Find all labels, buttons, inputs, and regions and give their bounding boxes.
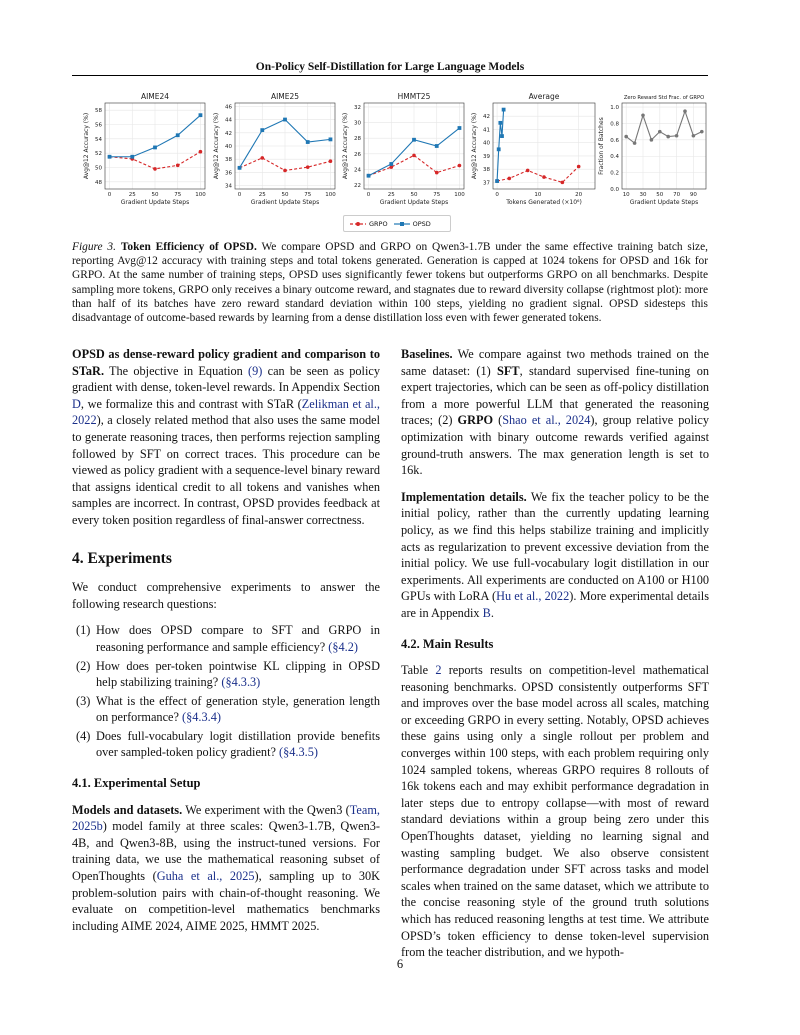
data-point (658, 130, 662, 134)
x-tick-label: 50 (410, 192, 418, 198)
research-question (72, 622, 380, 655)
data-point (283, 118, 287, 122)
data-point (692, 134, 696, 138)
data-point (176, 133, 180, 137)
x-tick-label: 70 (673, 192, 681, 198)
caption-title: Token Efficiency of OPSD. (120, 241, 257, 253)
text-span: We experiment with the Qwen3 ( (185, 802, 350, 817)
chart-title: AIME25 (270, 92, 300, 101)
x-tick-label: 90 (689, 192, 697, 198)
data-point (641, 113, 645, 117)
data-point (458, 126, 462, 130)
header-rule (72, 75, 708, 76)
data-point (666, 135, 670, 139)
y-tick-label: 41 (483, 127, 490, 134)
right-column (401, 346, 709, 971)
y-tick-label: 48 (95, 179, 102, 186)
y-tick-label: 40 (483, 140, 490, 147)
x-tick-label: 0 (366, 192, 371, 198)
x-tick-label: 25 (258, 192, 266, 198)
citation-link[interactable]: Guha et al., 2025 (156, 869, 255, 884)
legend-grpo-swatch (350, 221, 366, 227)
data-point (502, 108, 506, 112)
question-text: What is the effect of generation style, generation length on performance? (96, 693, 380, 725)
y-tick-label: 44 (225, 117, 232, 124)
y-tick-label: 56 (95, 122, 102, 129)
y-tick-label: 58 (95, 108, 102, 115)
figure-3-charts (72, 86, 712, 214)
legend-item-opsd (394, 220, 431, 228)
running-head: On-Policy Self-Distillation for Large Language Models (255, 61, 525, 73)
y-tick-label: 22 (354, 183, 361, 190)
paragraph-heading: Baselines. (401, 347, 453, 361)
y-tick-label: 37 (483, 180, 490, 187)
subsection-heading: 4.2. Main Results (401, 636, 494, 651)
data-point (526, 169, 530, 173)
text-span: Table (401, 663, 436, 678)
x-tick-label: 100 (195, 192, 206, 198)
x-tick-label: 10 (622, 192, 630, 198)
x-axis-label: Gradient Update Steps (250, 199, 320, 206)
x-axis-label: Gradient Update Steps (629, 199, 699, 206)
x-tick-label: 100 (454, 192, 465, 198)
data-point (542, 175, 546, 179)
data-point (500, 134, 504, 138)
paragraph-opsd-dense-reward (72, 346, 380, 529)
data-point (412, 138, 416, 142)
chart-title: HMMT25 (397, 92, 431, 101)
paragraph-heading: Models and datasets. (72, 802, 183, 817)
y-tick-label: 46 (225, 104, 232, 111)
research-question (72, 693, 380, 726)
data-point (199, 150, 203, 154)
y-tick-label: 1.0 (610, 105, 619, 112)
research-questions (72, 622, 380, 761)
data-point (176, 164, 180, 168)
data-point (389, 162, 393, 166)
y-axis-label: Avg@12 Accuracy (%) (471, 112, 478, 180)
series-line-zero-std (626, 111, 702, 143)
data-point (675, 134, 679, 138)
data-point (153, 167, 157, 171)
y-tick-label: 40 (225, 144, 232, 150)
data-point (306, 140, 310, 144)
y-tick-label: 32 (354, 104, 361, 111)
chart-title: AIME24 (140, 92, 170, 101)
text-span: ( (493, 413, 503, 428)
y-axis-label: Fraction of Batches (598, 117, 605, 175)
x-axis-label: Tokens Generated (×10⁶) (506, 199, 582, 206)
text-span: ), group relative policy optimization with binary outcome rewards verified against ground-truth answers. The max generation length is set to 16k. (401, 413, 709, 478)
research-question (72, 728, 380, 761)
y-tick-label: 0.6 (610, 137, 619, 144)
data-point (329, 159, 333, 163)
data-point (458, 164, 462, 168)
x-tick-label: 50 (656, 192, 664, 198)
section-link[interactable]: (§4.3.3) (221, 675, 261, 690)
citation-link[interactable]: Zelikman et al., 2022 (72, 396, 380, 428)
data-point (700, 130, 704, 134)
y-tick-label: 42 (483, 114, 490, 121)
x-tick-label: 25 (128, 192, 136, 198)
data-point (367, 174, 371, 178)
section-link[interactable]: (§4.3.5) (279, 745, 318, 760)
x-tick-label: 75 (304, 192, 312, 198)
y-tick-label: 39 (483, 153, 490, 160)
data-point (260, 156, 264, 160)
data-point (650, 138, 654, 142)
data-point (130, 155, 134, 159)
legend-grpo-label: GRPO (369, 219, 388, 228)
chart-title: Zero Reward Std Frac. of GRPO (623, 95, 705, 101)
y-tick-label: 26 (354, 151, 361, 158)
y-tick-label: 50 (95, 165, 102, 172)
x-axis-label: Gradient Update Steps (379, 199, 449, 206)
text-span: We compare against two methods trained on the same dataset: (1) (401, 347, 709, 378)
y-tick-label: 0.2 (610, 170, 619, 177)
data-point (199, 113, 203, 117)
y-tick-label: 52 (95, 151, 102, 158)
equation-link[interactable]: (9) (248, 363, 263, 378)
legend-opsd-swatch (394, 221, 410, 227)
text-span: ), sampling up to 30K problem-solution pairs with chain-of-thought reasoning. We evaluate on competition-level mathematics benchmarks including AIME 2024, AIME 2025, HMMT 2025. (72, 869, 380, 933)
x-tick-label: 20 (575, 192, 583, 198)
y-tick-label: 0.4 (610, 154, 619, 161)
appendix-link[interactable]: B (482, 605, 491, 620)
y-tick-label: 38 (483, 167, 490, 174)
data-point (412, 154, 416, 158)
text-span: , standard supervised fine-tuning on expert trajectories, which can be seen as off-policy distillation from a more powerful LLM that generated the reasoning traces; (2) (401, 363, 709, 428)
x-tick-label: 10 (534, 192, 542, 198)
data-point (435, 171, 439, 175)
data-point (624, 135, 628, 139)
legend-opsd-label: OPSD (412, 219, 431, 228)
y-tick-label: 0.0 (610, 187, 619, 193)
table-link[interactable]: 2 (435, 663, 442, 678)
paragraph-heading: OPSD as dense-reward policy gradient and comparison to STaR. (72, 347, 380, 378)
method-name: GRPO (457, 413, 494, 428)
text-span: We fix the teacher policy to be the initial policy, rather than the currently updating learning policy, as we find this helps stabilize training and implicitly acts as regularization to prevent excessive deviation from the initial policy. We use full-vocabulary logit distillation in our experiments. All experiments are conducted on A100 or H100 GPUs with LoRA ( (401, 489, 709, 604)
x-tick-label: 50 (281, 192, 289, 198)
y-axis-label: Avg@12 Accuracy (%) (83, 112, 90, 180)
y-tick-label: 30 (354, 120, 361, 127)
paragraph-heading: Implementation details. (401, 489, 527, 504)
y-tick-label: 38 (225, 157, 232, 164)
y-tick-label: 28 (354, 136, 361, 143)
y-tick-label: 36 (225, 170, 232, 177)
text-span: , we formalize this and contrast with STaR ( (80, 396, 302, 411)
data-point (495, 179, 499, 183)
question-number: (3) (76, 693, 91, 708)
paragraph-models-datasets (72, 802, 380, 935)
figure-3 (72, 86, 712, 236)
legend-item-grpo (350, 220, 388, 228)
y-tick-label: 42 (225, 130, 232, 137)
data-point (633, 141, 637, 145)
question-text: How does OPSD compare to SFT and GRPO in reasoning performance and sample efficiency? (96, 623, 380, 654)
series-line-opsd (497, 110, 504, 181)
data-point (329, 137, 333, 141)
caption-text: We compare OPSD and GRPO on Qwen3-1.7B under the same effective training batch size, reporting Avg@12 accuracy with training steps and total tokens generated. Generation is capped at 1024 tokens for OPSD and 16k for GRPO. At the same number of training steps, OPSD uses significantly fewer tokens but outperforms GRPO on all benchmarks. Despite sampling more tokens, GRPO only receives a binary outcome reward, and stagnates due to reward diversity collapse (rightmost plot): more than half of its batches have zero reward standard deviation within 100 steps, yielding no gradient signal. OPSD sidesteps this disadvantage of outcome-based rewards by learning from a dense distillation loss even with fewer generated tokens. (72, 241, 708, 325)
x-tick-label: 50 (151, 192, 159, 198)
figure-legend (343, 215, 451, 232)
data-point (306, 165, 310, 169)
research-question (72, 658, 380, 691)
text-span: ). More experimental details are in Appendix (401, 589, 709, 620)
x-tick-label: 0 (495, 192, 499, 198)
paragraph-baselines (401, 346, 709, 479)
data-point (683, 109, 687, 113)
figure-caption (72, 240, 708, 325)
y-tick-label: 54 (95, 136, 102, 143)
paragraph-implementation (401, 489, 709, 622)
caption-label: Figure 3. (72, 241, 116, 253)
data-point (260, 128, 264, 132)
data-point (561, 181, 565, 185)
citation-link[interactable]: Team, 2025b (72, 802, 380, 834)
x-tick-label: 75 (433, 192, 441, 198)
data-point (508, 177, 512, 181)
x-tick-label: 100 (325, 192, 336, 198)
x-tick-label: 0 (107, 192, 112, 198)
data-point (435, 144, 439, 148)
y-axis-label: Avg@12 Accuracy (%) (213, 112, 220, 180)
y-axis-label: Avg@12 Accuracy (%) (342, 112, 349, 180)
question-text: Does full-vocabulary logit distillation provide benefits over sampled-token policy gradient? (96, 728, 380, 760)
data-point (283, 169, 287, 173)
section-intro: We conduct comprehensive experiments to answer the following research questions: (72, 580, 380, 611)
data-point (108, 155, 112, 159)
data-point (577, 165, 581, 169)
text-span: ) model family at three scales: Qwen3-1.7B, Qwen3-4B, and Qwen3-8B, using the instruct-tuned versions. For training data, we use the mathematical reasoning subset of OpenThoughts ( (72, 819, 380, 884)
chart-title: Average (528, 92, 560, 101)
text-span: The objective in Equation (109, 363, 249, 378)
question-number: (1) (76, 623, 91, 638)
page-number: 6 (396, 957, 404, 971)
question-number: (2) (76, 658, 91, 673)
data-point (498, 121, 502, 125)
text-span: reports results on competition-level mathematical reasoning benchmarks. OPSD consistently outperforms SFT and improves over the base model across all scales, matching or exceeding GRPO in every setting. Notably, OPSD achieves these gains using only a single rollout per problem and converges within 100 steps, with each problem requiring only 1024 sampled tokens, whereas GRPO requires 8 rollouts of 16k tokens each and may exhibit performance degradation in later steps due to entropy collapse—with most of reward standard deviations within a group being zero under this OpenThoughts dataset, yielding no learning signal and wasting sampling budget. We also observe consistent performance degradation under SFT across tasks and model scales when trained on the same dataset, which we attribute to the concise reasoning style of the ground truth solutions which has reduced reasoning lengths at test time. We attribute OPSD’s token efficiency to dense token-level supervision from the teacher distribution, and we hypoth- (401, 663, 709, 960)
text-span: ), a closely related method that also uses the same model to generate reasoning traces, then performs rejection sampling followed by SFT on correct traces. This procedure can be viewed as policy gradient with a sequence-level binary reward that assigns identical credit to all tokens and vanishes when samples are incorrect. In contrast, OPSD provides feedback at every token position regardless of final-answer correctness. (72, 413, 380, 527)
x-tick-label: 75 (174, 192, 182, 198)
citation-link[interactable]: Shao et al., 2024 (502, 413, 591, 428)
left-column (72, 346, 380, 944)
x-tick-label: 25 (387, 192, 395, 198)
subsection-heading: 4.1. Experimental Setup (72, 776, 201, 791)
appendix-link[interactable]: D (72, 396, 81, 411)
x-tick-label: 30 (639, 192, 647, 198)
section-link[interactable]: (§4.3.4) (182, 710, 221, 725)
question-number: (4) (76, 728, 91, 743)
y-tick-label: 0.8 (610, 121, 619, 128)
data-point (238, 166, 242, 170)
x-axis-label: Gradient Update Steps (120, 199, 190, 206)
y-tick-label: 34 (225, 183, 232, 190)
section-heading: 4. Experiments (72, 549, 172, 567)
text-span: can be seen as policy gradient with dense, token-level rewards. In Appendix Section (72, 363, 380, 395)
data-point (497, 147, 501, 151)
x-tick-label: 0 (237, 192, 242, 198)
section-link[interactable]: (§4.2) (328, 639, 358, 654)
method-name: SFT (497, 363, 520, 378)
data-point (153, 146, 157, 150)
question-text: How does per-token pointwise KL clipping in OPSD help stabilizing training? (96, 658, 380, 690)
paragraph-main-results (401, 662, 709, 961)
y-tick-label: 24 (354, 167, 361, 174)
text-span: . (490, 605, 494, 620)
citation-link[interactable]: Hu et al., 2022 (496, 589, 570, 604)
